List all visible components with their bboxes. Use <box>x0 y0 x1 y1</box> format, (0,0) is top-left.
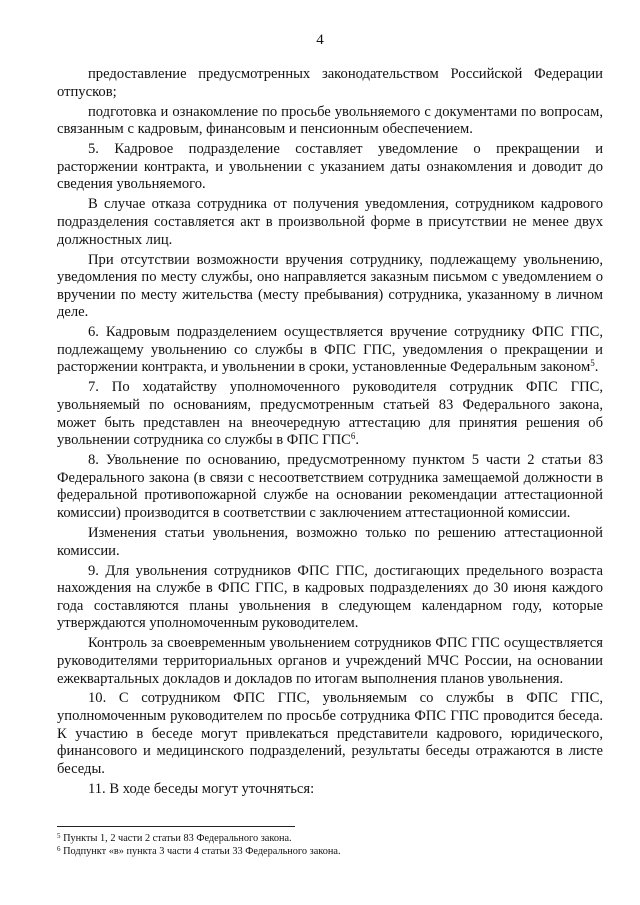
footnote-ref-5: 5 <box>590 358 595 369</box>
footnotes <box>57 832 603 858</box>
document-body <box>57 66 603 801</box>
paragraph-article-change: Изменения статьи увольнения, возможно только по решению аттестационной комиссии. <box>57 524 603 559</box>
paragraph-preparation: подготовка и ознакомление по просьбе увольняемого с документами по вопросам, связанным с кадровым, финансовым и пенсионным обеспечением. <box>57 103 603 138</box>
paragraph-item-5: 5. Кадровое подразделение составляет уведомление о прекращении и расторжении контракта, и увольнении с указанием даты ознакомления и доводит до сведения увольняемого. <box>57 141 603 193</box>
paragraph-registered-letter: При отсутствии возможности вручения сотруднику, подлежащему увольнению, уведомления по месту службы, оно направляется заказным письмом с уведомлением о вручении по месту жительства (месту пребывания) сотрудника, указанному в личном деле. <box>57 251 603 321</box>
paragraph-leave-provision: предоставление предусмотренных законодательством Российской Федерации отпусков; <box>57 66 603 100</box>
paragraph-item-6: 6. Кадровым подразделением осуществляется вручение сотруднику ФПС ГПС, подлежащему увольнению со службы в ФПС ГПС, уведомления о прекращении и расторжении контракта, и увольнении в сроки, установленные Федеральным законом$^5$. <box>57 324 603 376</box>
paragraph-item-10: 10. С сотрудником ФПС ГПС, увольняемым со службы в ФПС ГПС, уполномоченным руководителем по просьбе сотрудника ФПС ГПС проводится беседа. К участию в беседе могут привлекаться представители кадрового, юридического, финансового и медицинского подразделений, результаты беседы отражаются в листе беседы. <box>57 690 603 777</box>
paragraph-item-8: 8. Увольнение по основанию, предусмотренному пунктом 5 части 2 статьи 83 Федерального закона (в связи с несоответствием сотрудника замещаемой должности в федеральной противопожарной службе на основании рекомендации аттестационной комиссии) производится в соответствии с заключением аттестационной комиссии. <box>57 452 603 521</box>
paragraph-refusal: В случае отказа сотрудника от получения уведомления, сотрудником кадрового подразделения составляется акт в произвольной форме в присутствии не менее двух должностных лиц. <box>57 196 603 248</box>
footnote-ref-6: 6 <box>350 431 356 442</box>
footnote-6: $^6$ Подпункт «в» пункта 3 части 4 статьи 33 Федерального закона. <box>57 845 341 857</box>
paragraph-control: Контроль за своевременным увольнением сотрудников ФПС ГПС осуществляется руководителями территориальных органов и учреждений МЧС России, на основании ежеквартальных докладов и докладов по итогам выполнения планов увольнения. <box>57 635 603 687</box>
paragraph-item-11: 11. В ходе беседы могут уточняться: <box>88 780 315 797</box>
footnote-5: $^5$ Пункты 1, 2 части 2 статьи 83 Федерального закона. <box>57 832 292 844</box>
page-number: 4 <box>316 32 324 48</box>
paragraph-item-7: 7. По ходатайству уполномоченного руководителя сотрудник ФПС ГПС, увольняемый по основаниям, предусмотренным статьей 83 Федерального закона, может быть представлен на внеочередную аттестацию для принятия решения об увольнении сотрудника со службы в ФПС ГПС$^6$. <box>57 379 603 449</box>
paragraph-item-9: 9. Для увольнения сотрудников ФПС ГПС, достигающих предельного возраста нахождения на службе в ФПС ГПС, в кадровых подразделениях до 30 июня каждого года составляются планы увольнения в следующем календарном году, которые утверждаются уполномоченным руководителем. <box>57 562 603 632</box>
footnote-divider <box>57 826 295 827</box>
